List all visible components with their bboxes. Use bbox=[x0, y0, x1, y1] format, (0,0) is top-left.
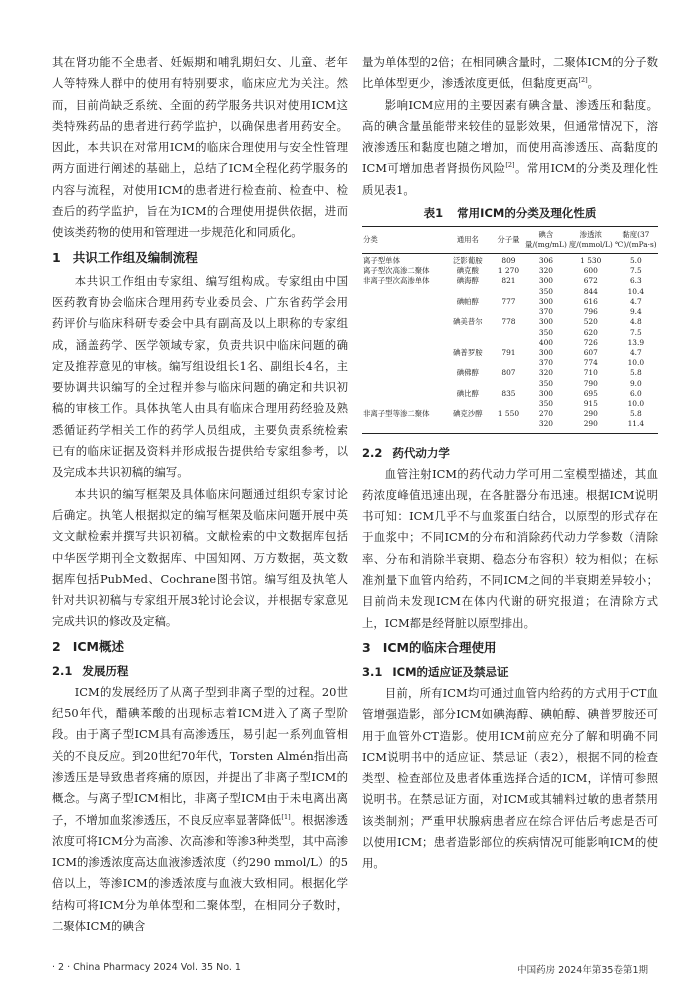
table-cell: 320 bbox=[538, 266, 553, 276]
table-row bbox=[362, 379, 658, 389]
table-body bbox=[362, 254, 658, 433]
column-header: 分类 bbox=[363, 235, 378, 245]
table-cell: 400 bbox=[538, 337, 553, 347]
table-cell bbox=[362, 297, 443, 307]
subsection-title: ICM的适应证及禁忌证 bbox=[392, 664, 509, 679]
table-label: 表1 bbox=[423, 206, 444, 221]
table-cell: 791 bbox=[501, 347, 516, 357]
table-row bbox=[362, 287, 658, 297]
table-cell bbox=[362, 368, 443, 378]
subsection-2-2-heading bbox=[362, 442, 658, 464]
table-cell: 807 bbox=[501, 368, 516, 378]
table-row bbox=[362, 328, 658, 338]
table-cell: 碘美普尔 bbox=[453, 317, 483, 327]
table-cell: 290 bbox=[568, 419, 614, 433]
text-run: 。根据渗透浓度可将ICM分为高渗、次高渗和等渗3种类型，其中高渗ICM的渗透浓度高达血液渗透浓度（约290 mmol/L）的5倍以上，等渗ICM的渗透浓度与血液大致相同。根据化学结构可将ICM分为单体型和二聚体型，在相同分子数时，二聚体ICM的碘含 bbox=[52, 812, 348, 933]
table-caption bbox=[362, 203, 658, 223]
table-row bbox=[362, 338, 658, 348]
table-cell: 370 bbox=[538, 307, 553, 317]
table-cell: 300 bbox=[538, 347, 553, 357]
table-cell bbox=[443, 399, 493, 409]
table-cell bbox=[493, 287, 524, 297]
table-cell: 835 bbox=[501, 388, 516, 398]
table-cell: 300 bbox=[538, 296, 553, 306]
table-cell: 300 bbox=[538, 276, 553, 286]
paragraph-framework: 本共识的编写框架及具体临床问题通过组织专家讨论后确定。执笔人根据拟定的编写框架及临床问题开展中英文文献检索并撰写共识初稿。文献检索的中文数据库包括中华医学期刊全文数据库、中国知网、万方数据，英文数据库包括PubMed、Cochrane图书馆。编写组及执笔人针对共识初稿与专家组开展3轮讨论会议，并根据专家意见完成共识的修改及定稿。 bbox=[52, 486, 348, 629]
table-cell bbox=[443, 307, 493, 317]
table-cell: 6.3 bbox=[629, 276, 642, 286]
paragraph-pharmacokinetics: 血管注射ICM的药代动力学可用二室模型描述，其血药浓度峰值迅速出现，在各脏器分布迅速。根据ICM说明书可知：ICM几乎不与血浆蛋白结合，以原型的形式存在于血浆中；不同ICM的分布和消除药代动力学参数（清除率、分布和消除半衰期、稳态分布容积）较为相似；在标准剂量下血管内给药，不同ICM之间的半衰期差异较小；目前尚未发现ICM在体内代谢的研究报道；在清除方式上，ICM都是经肾脏以原型排出。 bbox=[362, 466, 658, 630]
table-cell: 11.4 bbox=[614, 419, 658, 433]
section-number: 3 bbox=[362, 639, 371, 655]
table-row bbox=[362, 276, 658, 286]
table-cell: 520 bbox=[583, 317, 598, 327]
table-cell bbox=[362, 328, 443, 338]
table-cell: 7.5 bbox=[629, 266, 642, 276]
column-header: 通用名 bbox=[456, 235, 479, 245]
table-cell bbox=[493, 419, 524, 433]
table-cell bbox=[443, 287, 493, 297]
subsection-2-1-heading bbox=[52, 660, 348, 682]
table-cell bbox=[493, 338, 524, 348]
text-run: 。常用ICM的分类及理化性质见表1。 bbox=[362, 161, 658, 197]
table-cell: 1 550 bbox=[497, 409, 520, 419]
table-row bbox=[362, 358, 658, 368]
table-cell bbox=[493, 379, 524, 389]
paragraph-indications: 目前，所有ICM均可通过血管内给药的方式用于CT血管增强造影，部分ICM如碘海醇、碘帕醇、碘普罗胺还可用于血管外CT造影。使用ICM前应充分了解和明确不同ICM说明书中的适应证、禁忌证（表2），根据不同的检查类型、检查部位及患者体重选择合适的ICM，详情可参照说明书。在禁忌证方面，对ICM或其辅料过敏的患者禁用该类制剂；严重甲状腺病患者应在综合评估后考虑是否可以使用ICM；患者造影部位的疾病情况可能影响ICM的使用。 bbox=[362, 685, 658, 871]
table-cell: 672 bbox=[583, 276, 598, 286]
table-cell: 泛影葡胺 bbox=[453, 256, 483, 266]
subsection-title: 发展历程 bbox=[82, 663, 129, 678]
citation-ref: [2] bbox=[505, 161, 515, 170]
text-run: 量为单体型的2倍；在相同碘含量时，二聚体ICM的分子数比单体型更少，渗透浓度更低，但黏度更高 bbox=[362, 55, 658, 91]
table-cell: 600 bbox=[583, 266, 598, 276]
table-cell: 碘佛醇 bbox=[456, 368, 479, 378]
table-cell bbox=[493, 399, 524, 409]
table-cell: 270 bbox=[538, 409, 553, 419]
table-cell bbox=[362, 399, 443, 409]
table-row bbox=[362, 368, 658, 378]
paragraph-intro-continued: 其在肾功能不全患者、妊娠期和哺乳期妇女、儿童、老年人等特殊人群中的使用有特别要求，临床应尤为关注。然而，目前尚缺乏系统、全面的药学服务共识对使用ICM这类特殊药品的患者进行药学监护，以确保患者用药安全。因此，本共识在对常用ICM的临床合理使用与安全性管理两方面进行阐述的基础上，总结了ICM全程化药学服务的内容与流程，对使用ICM的患者进行检查前、检查中、检查后的药学监护，旨在为ICM的合理使用提供依据，进而使该类药物的使用和管理进一步规范化和同质化。 bbox=[52, 55, 348, 240]
table-cell bbox=[362, 287, 443, 297]
table-row bbox=[362, 399, 658, 409]
table-cell: 碘普罗胺 bbox=[453, 347, 483, 357]
text-run: 影响ICM应用的主要因素有碘含量、渗透压和黏度。高的碘含量虽能带来较佳的显影效果，但通常情况下，溶液渗透压和黏度也随之增加，而使用高渗透压、高黏度的ICM可增加患者肾损伤风险 bbox=[362, 97, 658, 176]
table-cell: 4.7 bbox=[629, 347, 642, 357]
table-cell: 306 bbox=[538, 256, 553, 266]
column-header: 碘含量/(mg/mL) bbox=[525, 230, 567, 250]
right-column bbox=[362, 52, 658, 875]
table-row bbox=[362, 419, 658, 433]
table-cell: 碘克沙醇 bbox=[453, 409, 483, 419]
citation-ref: [1] bbox=[281, 812, 291, 821]
table-cell: 5.0 bbox=[629, 256, 642, 266]
table-cell: 1 530 bbox=[580, 256, 602, 266]
table-cell: 碘克酸 bbox=[456, 266, 479, 276]
table-cell: 290 bbox=[583, 409, 598, 419]
table-cell: 9.4 bbox=[629, 307, 642, 317]
table-cell: 620 bbox=[583, 327, 598, 337]
table-cell: 695 bbox=[583, 388, 598, 398]
table-cell: 5.8 bbox=[629, 368, 642, 378]
table-cell bbox=[362, 419, 443, 433]
table-cell bbox=[443, 379, 493, 389]
table-cell bbox=[493, 328, 524, 338]
column-header: 分子量 bbox=[497, 235, 520, 245]
section-2-heading bbox=[52, 635, 348, 659]
paragraph-workgroup: 本共识工作组由专家组、编写组构成。专家组由中国医药教育协会临床合理用药专业委员会、广东省药学会用药评价与临床科研专委会中具有副高及以上职称的专家组成，涵盖药学、医学领域专家，负责共识中临床问题的确定及推荐意见的审核。编写组设组长1名、副组长4名，主要协调共识编写的全过程并参与临床问题的确定和共识初稿的审核工作。具体执笔人由具有临床合理用药经验及熟悉循证药学相关工作的药学人员组成，主要负责系统检索已有的临床证据及资料并形成报告提供给专家组参考，以及完成本共识初稿的编写。 bbox=[52, 273, 348, 480]
table-cell: 6.0 bbox=[629, 388, 642, 398]
paragraph-factors bbox=[362, 95, 658, 201]
citation-ref: [2] bbox=[578, 76, 588, 85]
table-cell: 非离子型等渗二聚体 bbox=[363, 409, 430, 419]
table-cell: 774 bbox=[583, 358, 598, 368]
subsection-number: 3.1 bbox=[362, 664, 383, 679]
table-cell: 777 bbox=[501, 296, 516, 306]
table-cell bbox=[443, 419, 493, 433]
table-cell: 844 bbox=[583, 286, 598, 296]
table-cell: 790 bbox=[583, 378, 598, 388]
subsection-number: 2.2 bbox=[362, 445, 383, 460]
table-cell bbox=[362, 389, 443, 399]
section-number: 1 bbox=[52, 249, 61, 265]
table-row bbox=[362, 307, 658, 317]
table-cell: 300 bbox=[538, 317, 553, 327]
table-cell: 10.0 bbox=[627, 358, 645, 368]
paragraph-dimer-continued bbox=[362, 52, 658, 95]
subsection-number: 2.1 bbox=[52, 663, 73, 678]
table-cell: 710 bbox=[583, 368, 598, 378]
section-1-heading bbox=[52, 246, 348, 270]
column-header: 渗透浓度/(mmol/L) bbox=[568, 230, 613, 250]
subsection-3-1-heading bbox=[362, 661, 658, 683]
table-title: 常用ICM的分类及理化性质 bbox=[457, 206, 597, 221]
table-header bbox=[362, 227, 658, 254]
table-cell bbox=[443, 338, 493, 348]
table-cell: 碘帕醇 bbox=[456, 296, 479, 306]
table-row bbox=[362, 297, 658, 307]
table-cell: 7.5 bbox=[629, 327, 642, 337]
table-cell: 10.0 bbox=[627, 398, 645, 408]
table-cell bbox=[362, 348, 443, 358]
left-column bbox=[52, 52, 348, 937]
text-run: 。 bbox=[587, 76, 600, 91]
table-cell bbox=[362, 317, 443, 327]
table-cell bbox=[362, 379, 443, 389]
table-cell: 1 270 bbox=[497, 266, 520, 276]
table-cell: 915 bbox=[583, 398, 598, 408]
section-title: ICM的临床合理使用 bbox=[382, 639, 497, 655]
table-cell: 5.8 bbox=[629, 409, 642, 419]
table-cell: 796 bbox=[583, 307, 598, 317]
table-cell: 778 bbox=[501, 317, 516, 327]
table-cell: 离子型单体 bbox=[363, 256, 400, 266]
table-cell bbox=[493, 307, 524, 317]
table-row bbox=[362, 317, 658, 327]
table-cell: 碘比醇 bbox=[456, 388, 479, 398]
table-cell: 350 bbox=[538, 378, 553, 388]
table-cell bbox=[443, 358, 493, 368]
table-cell: 320 bbox=[538, 368, 553, 378]
section-number: 2 bbox=[52, 638, 61, 654]
table-row bbox=[362, 409, 658, 419]
table-cell: 726 bbox=[583, 337, 598, 347]
table-cell: 350 bbox=[538, 286, 553, 296]
section-3-heading bbox=[362, 636, 658, 660]
section-title: 共识工作组及编制流程 bbox=[72, 249, 198, 265]
table-cell: 350 bbox=[538, 327, 553, 337]
table-row bbox=[362, 389, 658, 399]
icm-properties-table bbox=[362, 226, 658, 433]
text-run: ICM的发展经历了从离子型到非离子型的过程。20世纪50年代，醋碘苯酸的出现标志着ICM进入了离子型阶段。由于离子型ICM具有高渗透压，易引起一系列血管相关的不良反应。到20世纪70年代，Torsten Almén指出高渗透压是导致患者疼痛的原因，并提出了非离子型ICM的概念。与离子型ICM相比，非离子型ICM由于未电离出离子，不增加血浆渗透压，不良反应率显著降低 bbox=[52, 684, 348, 827]
table-cell bbox=[362, 338, 443, 348]
table-cell: 809 bbox=[501, 256, 516, 266]
table-cell: 碘海醇 bbox=[456, 276, 479, 286]
paragraph-history bbox=[52, 682, 348, 938]
table-cell: 离子型次高渗二聚体 bbox=[363, 266, 430, 276]
table-row bbox=[362, 266, 658, 276]
section-title: ICM概述 bbox=[72, 638, 124, 654]
table-cell: 607 bbox=[583, 347, 598, 357]
table-cell: 13.9 bbox=[627, 337, 645, 347]
footer-page-info: · 2 · China Pharmacy 2024 Vol. 35 No. 1 bbox=[52, 962, 241, 973]
table-cell: 320 bbox=[524, 419, 568, 433]
table-header-row bbox=[362, 227, 658, 254]
table-cell: 4.8 bbox=[629, 317, 642, 327]
table-row bbox=[362, 348, 658, 358]
table-cell: 10.4 bbox=[627, 286, 645, 296]
column-header: 黏度(37 ℃)/(mPa·s) bbox=[615, 230, 657, 250]
table-cell: 350 bbox=[538, 398, 553, 408]
table-row bbox=[362, 254, 658, 267]
table-cell: 9.0 bbox=[629, 378, 642, 388]
footer-journal-info: 中国药房 2024年第35卷第1期 bbox=[517, 965, 648, 976]
table-cell bbox=[493, 358, 524, 368]
table-cell bbox=[443, 328, 493, 338]
table-cell: 4.7 bbox=[629, 296, 642, 306]
table-cell bbox=[362, 358, 443, 368]
table-cell: 616 bbox=[583, 296, 598, 306]
subsection-title: 药代动力学 bbox=[392, 445, 450, 460]
table-cell bbox=[362, 307, 443, 317]
table-cell: 821 bbox=[501, 276, 516, 286]
table-cell: 非离子型次高渗单体 bbox=[363, 276, 430, 286]
table-cell: 300 bbox=[538, 388, 553, 398]
table-cell: 370 bbox=[538, 358, 553, 368]
